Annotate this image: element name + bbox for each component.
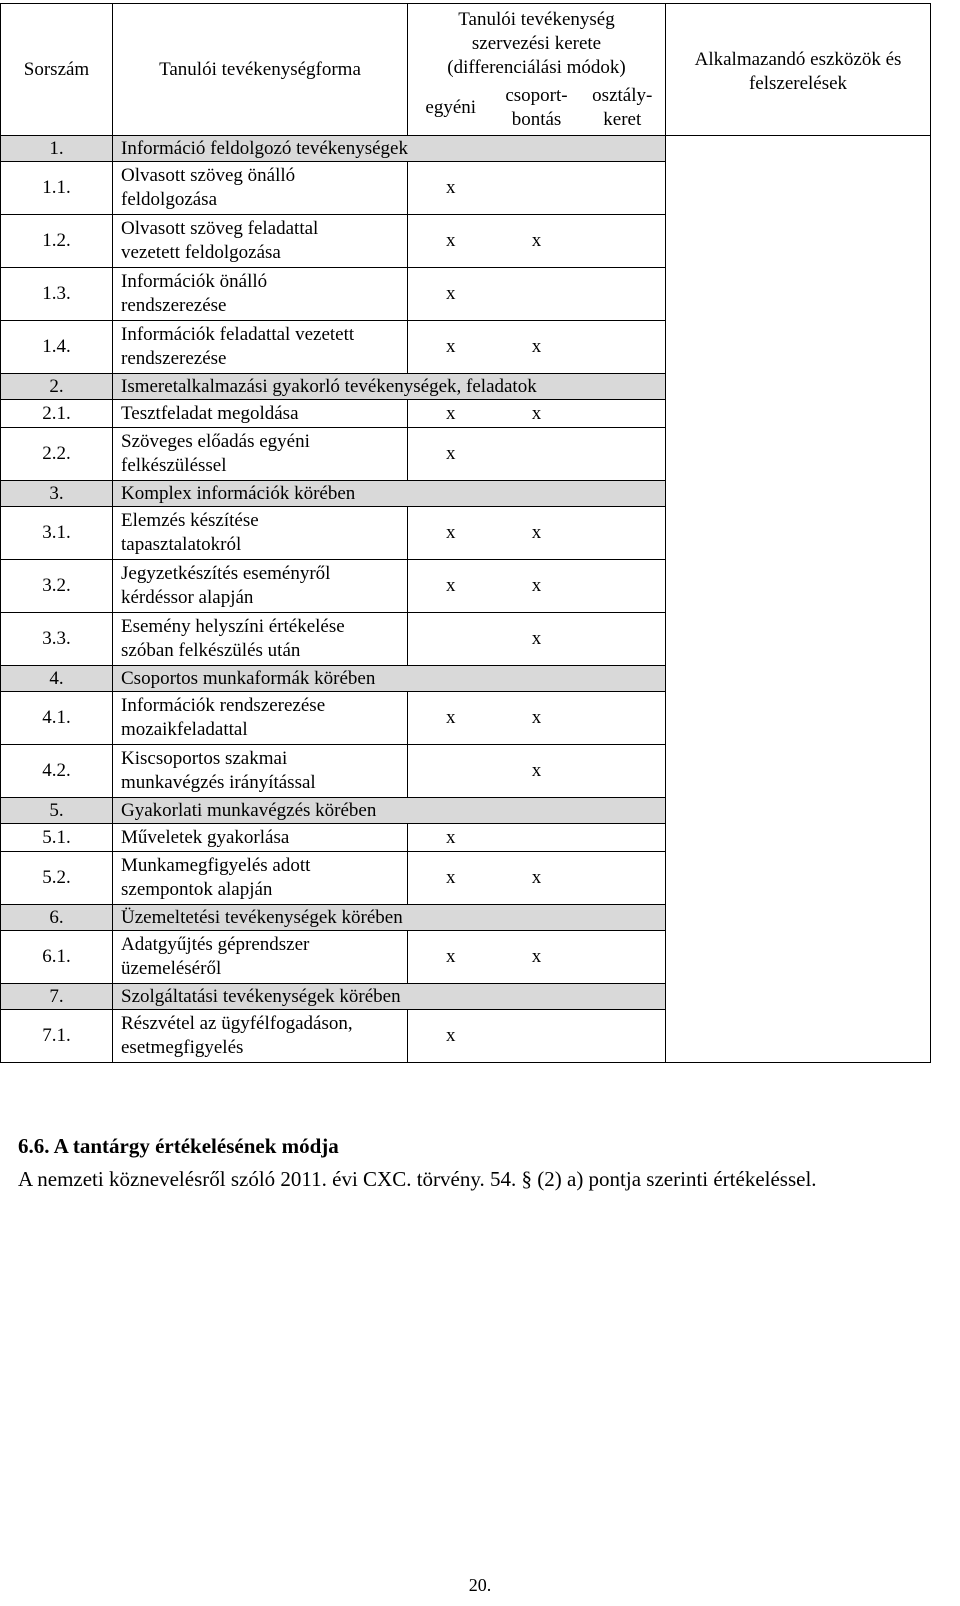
tools-cell <box>666 268 931 321</box>
activity-line: Információk önálló <box>121 271 268 292</box>
osztalykeret-mark <box>580 931 666 984</box>
activity-line: esetmegfigyelés <box>121 1037 244 1058</box>
table-row <box>1 824 931 852</box>
table-row <box>1 560 931 613</box>
egyeni-mark <box>408 613 494 666</box>
table-row <box>1 428 931 481</box>
activity-line: Információk feladattal vezetett <box>121 324 355 345</box>
csoportbontas-mark <box>494 162 580 215</box>
header-csoportbontas <box>494 84 580 136</box>
csoportbontas-mark <box>494 824 580 852</box>
row-activity <box>113 321 408 374</box>
row-activity <box>113 560 408 613</box>
header-org-line1: Tanulói tevékenység <box>458 8 615 30</box>
activity-line: Adatgyűjtés géprendszer <box>121 934 310 955</box>
csoportbontas-mark <box>494 428 580 481</box>
csoportbontas-mark <box>494 268 580 321</box>
egyeni-mark <box>408 745 494 798</box>
csoportbontas-mark: x <box>494 745 580 798</box>
osztalykeret-mark <box>580 215 666 268</box>
row-activity <box>113 692 408 745</box>
egyeni-mark: x <box>408 321 494 374</box>
section-title-cell: Komplex információk körében <box>113 481 666 507</box>
table-row <box>1 321 931 374</box>
activity-line: Jegyzetkészítés eseményről <box>121 563 331 584</box>
csoportbontas-mark: x <box>494 400 580 428</box>
row-number: 3.3. <box>1 613 113 666</box>
row-activity <box>113 507 408 560</box>
table-row <box>1 507 931 560</box>
activity-line: vezetett feldolgozása <box>121 242 281 263</box>
row-activity <box>113 745 408 798</box>
tools-cell <box>666 1010 931 1063</box>
header-group-line1: csoport- <box>505 84 568 106</box>
activity-line: rendszerezése <box>121 348 227 369</box>
section-number: 2. <box>1 374 113 400</box>
table-row <box>1 215 931 268</box>
section-number: 1. <box>1 136 113 162</box>
egyeni-mark: x <box>408 400 494 428</box>
table-row <box>1 931 931 984</box>
row-number: 2.2. <box>1 428 113 481</box>
section-title-cell: Csoportos munkaformák körében <box>113 666 666 692</box>
row-number: 4.1. <box>1 692 113 745</box>
egyeni-mark: x <box>408 692 494 745</box>
section-title-cell: Szolgáltatási tevékenységek körében <box>113 984 666 1010</box>
header-org-line3: (differenciálási módok) <box>447 56 626 78</box>
section-text: A nemzeti köznevelésről szóló 2011. évi CXC. törvény. 54. § (2) a) pontja szerinti értékeléssel. <box>18 1167 817 1191</box>
section-title-cell: Információ feldolgozó tevékenységek <box>113 136 666 162</box>
tools-cell <box>666 374 931 400</box>
row-number: 3.1. <box>1 507 113 560</box>
row-activity <box>113 268 408 321</box>
header-osztalykeret <box>580 84 666 136</box>
osztalykeret-mark <box>580 162 666 215</box>
tools-cell <box>666 666 931 692</box>
row-activity <box>113 400 408 428</box>
activity-line: mozaikfeladattal <box>121 719 248 740</box>
row-number: 1.2. <box>1 215 113 268</box>
row-activity <box>113 824 408 852</box>
section-title-cell: Ismeretalkalmazási gyakorló tevékenységek, feladatok <box>113 374 666 400</box>
row-number: 3.2. <box>1 560 113 613</box>
tools-cell <box>666 824 931 852</box>
csoportbontas-mark: x <box>494 321 580 374</box>
csoportbontas-mark: x <box>494 852 580 905</box>
activity-line: munkavégzés irányítással <box>121 772 316 793</box>
egyeni-mark: x <box>408 852 494 905</box>
table-row <box>1 692 931 745</box>
row-number: 1.3. <box>1 268 113 321</box>
table-body <box>1 136 931 1063</box>
tools-cell <box>666 321 931 374</box>
row-number: 2.1. <box>1 400 113 428</box>
activity-line: Információk rendszerezése <box>121 695 326 716</box>
table-row <box>1 852 931 905</box>
section-number: 5. <box>1 798 113 824</box>
osztalykeret-mark <box>580 321 666 374</box>
osztalykeret-mark <box>580 428 666 481</box>
header-tools-line2: felszerelések <box>748 73 848 94</box>
header-org-line2: szervezési kerete <box>471 32 602 54</box>
tools-cell <box>666 852 931 905</box>
activity-line: felkészüléssel <box>121 455 227 476</box>
header-eszkozok <box>666 4 931 136</box>
section-title-cell: Üzemeltetési tevékenységek körében <box>113 905 666 931</box>
activity-line: Műveletek gyakorlása <box>121 826 290 848</box>
section-row <box>1 136 931 162</box>
osztalykeret-mark <box>580 507 666 560</box>
tools-cell <box>666 905 931 931</box>
header-tevekenysegforma: Tanulói tevékenységforma <box>113 4 408 136</box>
osztalykeret-mark <box>580 560 666 613</box>
row-number: 1.4. <box>1 321 113 374</box>
activity-line: szempontok alapján <box>121 879 273 900</box>
activity-line: Munkamegfigyelés adott <box>121 855 311 876</box>
egyeni-mark: x <box>408 824 494 852</box>
section-row <box>1 374 931 400</box>
header-class-line1: osztály- <box>592 84 653 106</box>
tools-cell <box>666 798 931 824</box>
activity-line: Olvasott szöveg önálló <box>121 165 296 186</box>
csoportbontas-mark: x <box>494 931 580 984</box>
row-activity <box>113 215 408 268</box>
osztalykeret-mark <box>580 1010 666 1063</box>
table-row <box>1 1010 931 1063</box>
egyeni-mark: x <box>408 215 494 268</box>
tools-cell <box>666 984 931 1010</box>
csoportbontas-mark: x <box>494 507 580 560</box>
egyeni-mark: x <box>408 428 494 481</box>
tools-cell <box>666 931 931 984</box>
egyeni-mark: x <box>408 162 494 215</box>
tools-cell <box>666 162 931 215</box>
table-row <box>1 745 931 798</box>
section-row <box>1 905 931 931</box>
osztalykeret-mark <box>580 613 666 666</box>
csoportbontas-mark: x <box>494 613 580 666</box>
tools-cell <box>666 692 931 745</box>
tools-cell <box>666 215 931 268</box>
activity-line: tapasztalatokról <box>121 534 242 555</box>
header-tools-line1: Alkalmazandó eszközök és <box>694 49 902 70</box>
section-title-cell: Gyakorlati munkavégzés körében <box>113 798 666 824</box>
osztalykeret-mark <box>580 745 666 798</box>
egyeni-mark: x <box>408 1010 494 1063</box>
section-number: 4. <box>1 666 113 692</box>
header-sorszam: Sorszám <box>1 4 113 136</box>
tools-cell <box>666 560 931 613</box>
table-header <box>1 4 931 136</box>
header-group-line2: bontás <box>511 108 562 130</box>
csoportbontas-mark <box>494 1010 580 1063</box>
csoportbontas-mark: x <box>494 560 580 613</box>
egyeni-mark: x <box>408 931 494 984</box>
row-activity <box>113 1010 408 1063</box>
activity-line: Szöveges előadás egyéni <box>121 431 310 452</box>
tools-cell <box>666 613 931 666</box>
tools-cell <box>666 507 931 560</box>
row-activity <box>113 852 408 905</box>
egyeni-mark: x <box>408 268 494 321</box>
page-number: 20. <box>468 1575 492 1595</box>
header-class-line2: keret <box>603 108 642 130</box>
tools-cell <box>666 136 931 162</box>
section-row <box>1 798 931 824</box>
section-number: 7. <box>1 984 113 1010</box>
osztalykeret-mark <box>580 400 666 428</box>
csoportbontas-mark: x <box>494 692 580 745</box>
osztalykeret-mark <box>580 268 666 321</box>
tools-cell <box>666 745 931 798</box>
activity-line: Részvétel az ügyfélfogadáson, <box>121 1013 353 1034</box>
section-row <box>1 984 931 1010</box>
table-row <box>1 268 931 321</box>
section-number: 3. <box>1 481 113 507</box>
row-number: 5.1. <box>1 824 113 852</box>
section-row <box>1 666 931 692</box>
row-number: 6.1. <box>1 931 113 984</box>
activity-line: Tesztfeladat megoldása <box>121 402 299 424</box>
activity-line: Kiscsoportos szakmai <box>121 748 288 769</box>
egyeni-mark: x <box>408 560 494 613</box>
header-szervezesi-keret <box>408 4 666 84</box>
activity-line: szóban felkészülés után <box>121 640 301 661</box>
osztalykeret-mark <box>580 824 666 852</box>
header-egyeni: egyéni <box>408 84 494 136</box>
table-row <box>1 162 931 215</box>
activity-line: Olvasott szöveg feladattal <box>121 218 319 239</box>
section-title: 6.6. A tantárgy értékelésének módja <box>18 1134 339 1158</box>
row-number: 7.1. <box>1 1010 113 1063</box>
table-row <box>1 613 931 666</box>
activity-line: feldolgozása <box>121 189 218 210</box>
tools-cell <box>666 428 931 481</box>
activity-line: Elemzés készítése <box>121 510 259 531</box>
row-activity <box>113 162 408 215</box>
activity-table <box>0 3 931 1063</box>
activity-line: rendszerezése <box>121 295 227 316</box>
section-row <box>1 481 931 507</box>
row-activity <box>113 613 408 666</box>
activity-line: kérdéssor alapján <box>121 587 254 608</box>
csoportbontas-mark: x <box>494 215 580 268</box>
tools-cell <box>666 481 931 507</box>
tools-cell <box>666 400 931 428</box>
section-number: 6. <box>1 905 113 931</box>
osztalykeret-mark <box>580 692 666 745</box>
row-activity <box>113 931 408 984</box>
row-number: 4.2. <box>1 745 113 798</box>
row-number: 1.1. <box>1 162 113 215</box>
row-number: 5.2. <box>1 852 113 905</box>
activity-line: Esemény helyszíni értékelése <box>121 616 345 637</box>
egyeni-mark: x <box>408 507 494 560</box>
table-row <box>1 400 931 428</box>
row-activity <box>113 428 408 481</box>
osztalykeret-mark <box>580 852 666 905</box>
activity-line: üzemeléséről <box>121 958 222 979</box>
